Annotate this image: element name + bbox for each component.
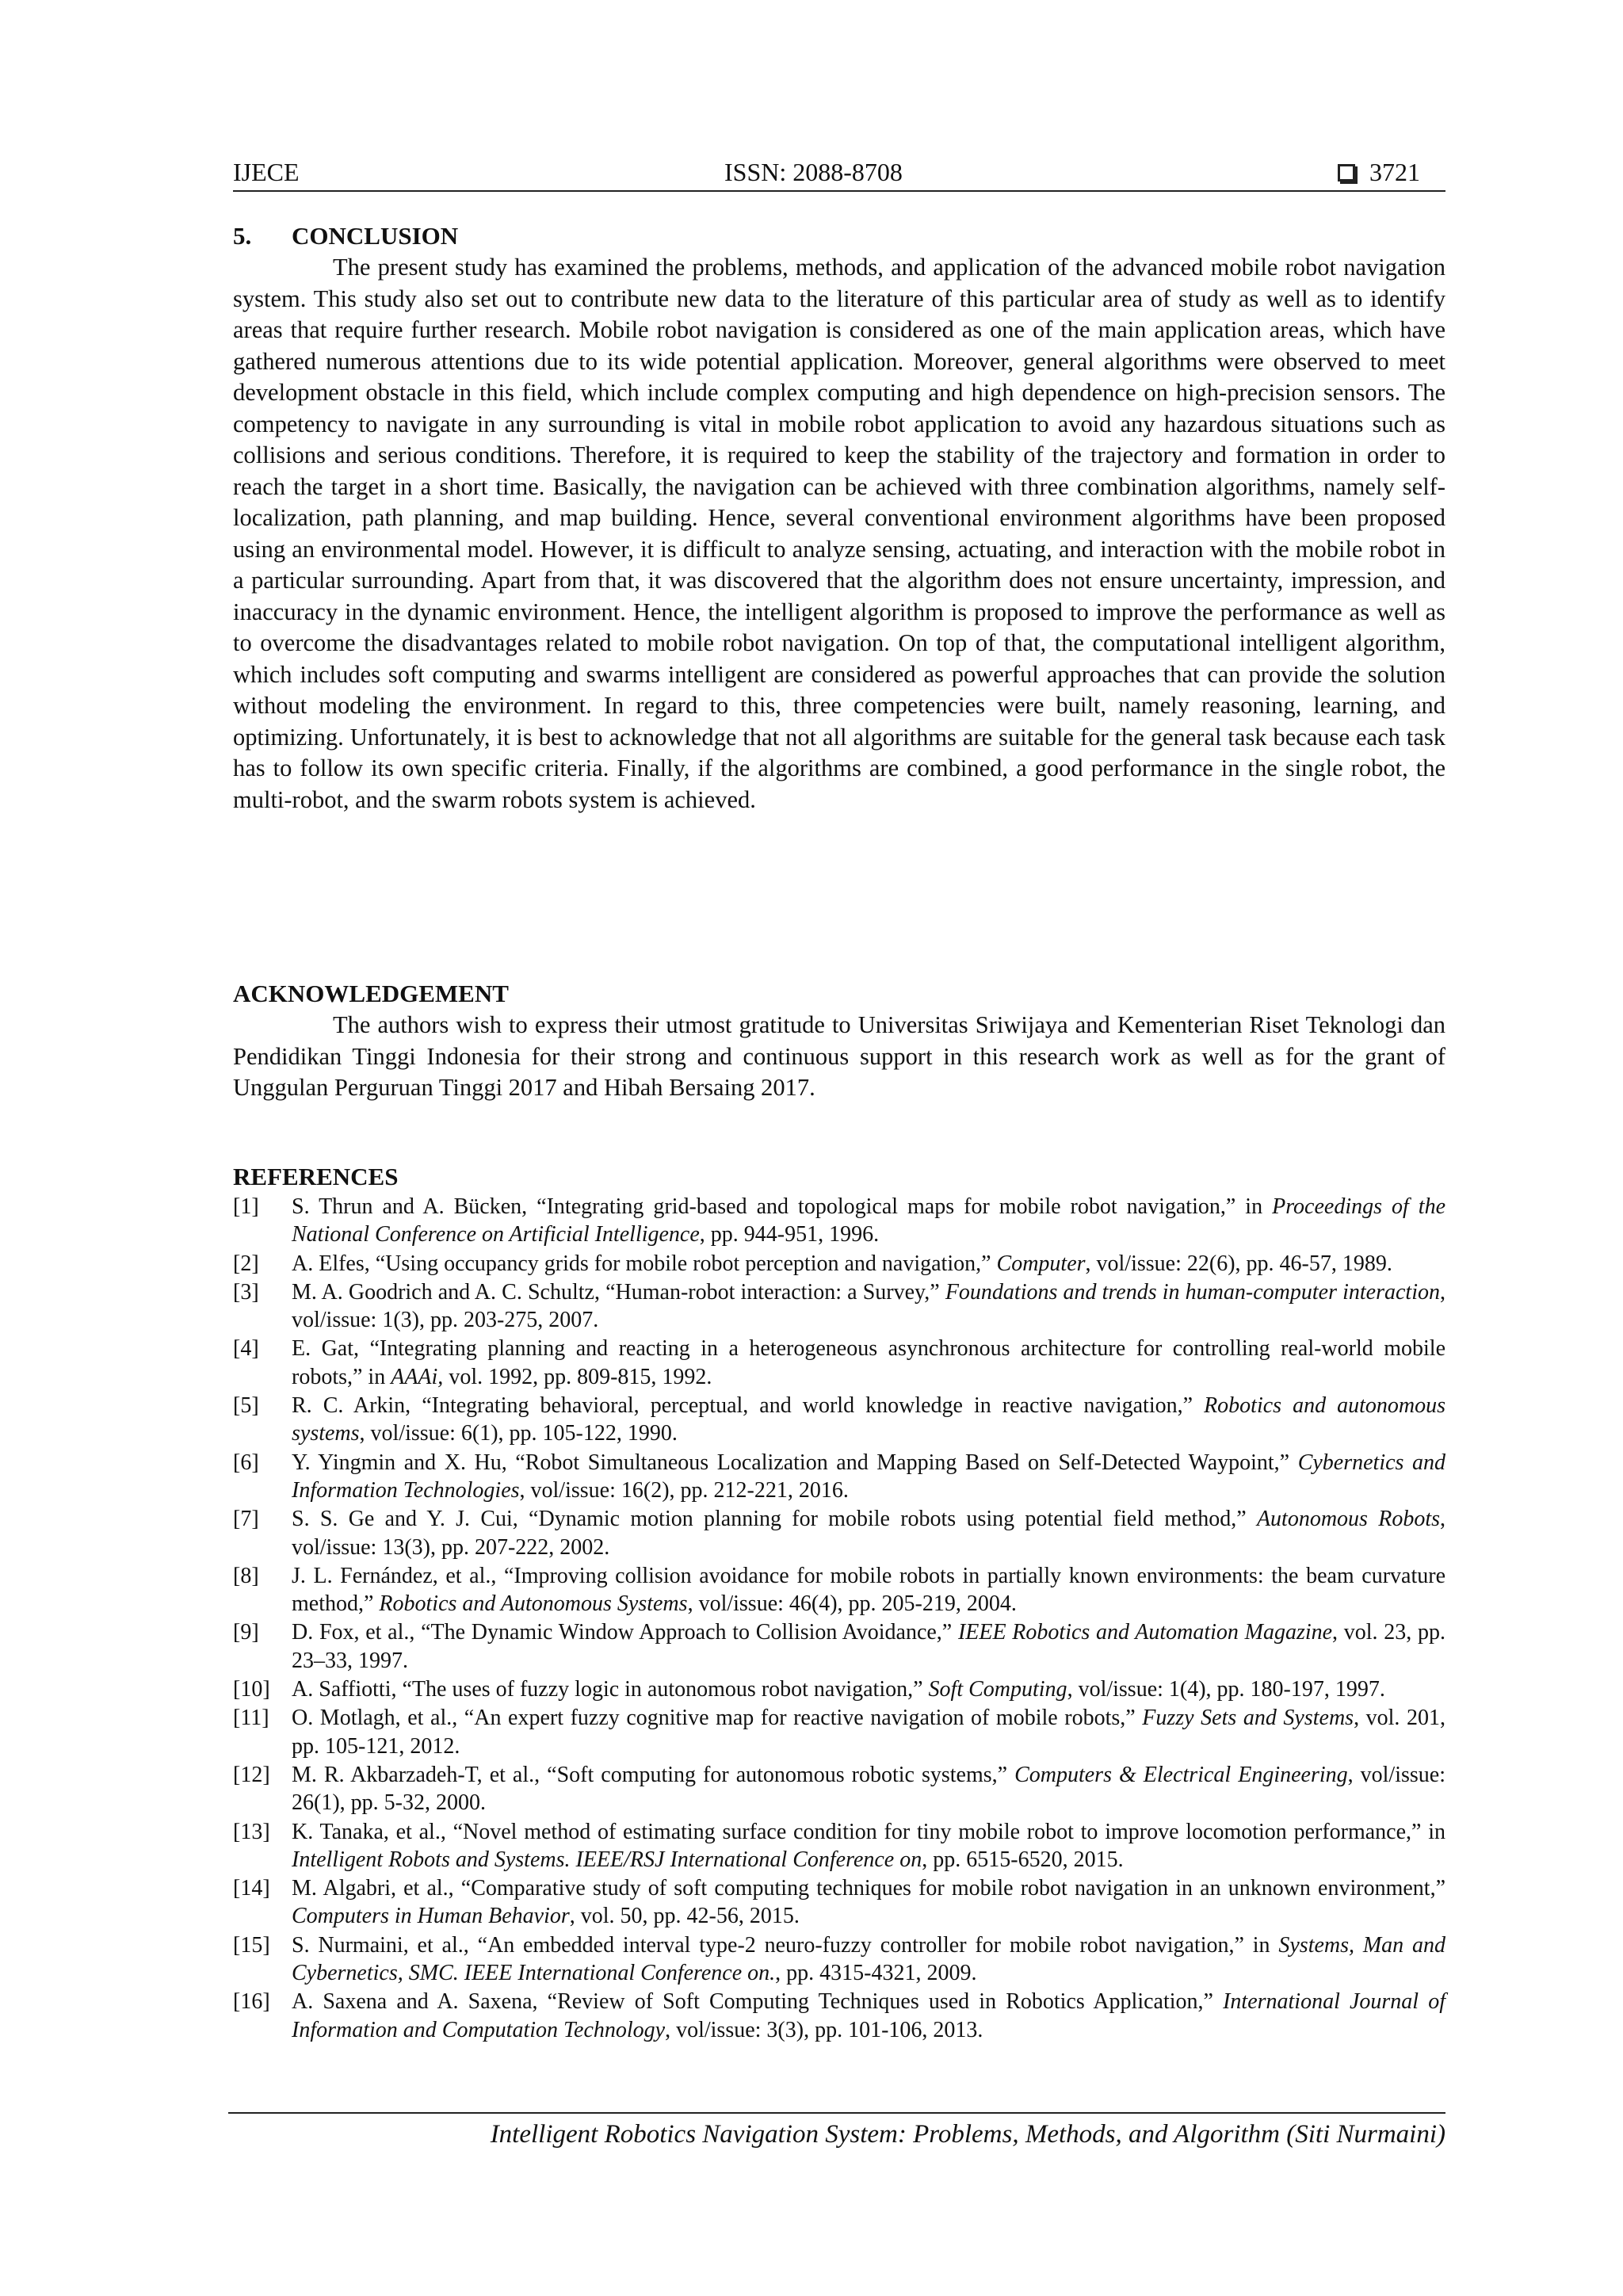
reference-item (233, 1618, 1445, 1675)
reference-text: A. Elfes, “Using occupancy grids for mobile robot perception and navigation,” (292, 1251, 997, 1276)
reference-details: , vol/issue: 22(6), pp. 46-57, 1989. (1085, 1251, 1392, 1276)
conclusion-section (233, 220, 1445, 816)
reference-details: , vol/issue: 16(2), pp. 212-221, 2016. (519, 1477, 849, 1503)
reference-details: , pp. 944-951, 1996. (699, 1222, 880, 1247)
reference-details: , vol/issue: 26(1), pp. 5-32, 2000. (292, 1762, 1445, 1816)
reference-source: Cybernetics and Information Technologies (292, 1450, 1445, 1503)
reference-number: [14] (233, 1876, 270, 1901)
reference-text: M. R. Akbarzadeh-T, et al., “Soft computing for autonomous robotic systems,” (292, 1762, 1015, 1787)
reference-details: , vol/issue: 3(3), pp. 101-106, 2013. (665, 2017, 983, 2042)
reference-number: [9] (233, 1620, 259, 1645)
section-title: CONCLUSION (292, 222, 459, 250)
reference-details: , vol. 201, pp. 105-121, 2012. (292, 1706, 1445, 1759)
reference-text: E. Gat, “Integrating planning and reacting in a heterogeneous asynchronous architecture for controlling real-world mobile robots,” in (292, 1336, 1445, 1389)
reference-item (233, 1818, 1445, 1874)
section-number: 5. (233, 222, 252, 250)
reference-list (233, 1193, 1445, 2044)
page-number-box (1338, 154, 1420, 190)
issn: ISSN: 2088-8708 (724, 158, 903, 186)
reference-details: , pp. 4315-4321, 2009. (775, 1961, 977, 1986)
reference-text: Y. Yingmin and X. Hu, “Robot Simultaneous Localization and Mapping Based on Self-Detected Waypoint,” (292, 1450, 1298, 1475)
reference-number: [7] (233, 1507, 259, 1532)
reference-item (233, 1250, 1445, 1278)
reference-text: S. Nurmaini, et al., “An embedded interval type-2 neuro-fuzzy controller for mobile robot navigation,” in (292, 1932, 1279, 1958)
footer-title: Intelligent Robotics Navigation System: Problems, Methods, and Algorithm (Siti Nurmaini) (490, 2120, 1445, 2149)
reference-source: Robotics and autonomous systems (292, 1393, 1445, 1446)
reference-number: [4] (233, 1336, 259, 1362)
reference-number: [10] (233, 1677, 270, 1702)
reference-number: [12] (233, 1762, 270, 1787)
reference-number: [5] (233, 1393, 259, 1419)
reference-details: , vol. 50, pp. 42-56, 2015. (569, 1904, 800, 1929)
reference-source: IEEE Robotics and Automation Magazine (957, 1620, 1333, 1645)
reference-number: [16] (233, 1989, 270, 2015)
reference-item (233, 1761, 1445, 1817)
reference-text: R. C. Arkin, “Integrating behavioral, perceptual, and world knowledge in reactive navigation,” (292, 1393, 1205, 1419)
reference-number: [3] (233, 1279, 259, 1305)
reference-text: M. A. Goodrich and A. C. Schultz, “Human-robot interaction: a Survey,” (292, 1279, 945, 1305)
reference-text: A. Saffiotti, “The uses of fuzzy logic in autonomous robot navigation,” (292, 1677, 929, 1702)
reference-text: D. Fox, et al., “The Dynamic Window Approach to Collision Avoidance,” (292, 1620, 958, 1645)
page-number: 3721 (1369, 158, 1420, 186)
reference-source: Computer (996, 1251, 1086, 1276)
reference-text: J. L. Fernández, et al., “Improving collision avoidance for mobile robots in partially known environments: the beam curvature method,” (292, 1563, 1445, 1617)
reference-source: Robotics and Autonomous Systems (379, 1591, 688, 1617)
page-footer (228, 2112, 1445, 2152)
reference-source: Systems, Man and Cybernetics, SMC. IEEE International Conference on. (292, 1932, 1445, 1986)
reference-number: [13] (233, 1819, 270, 1844)
reference-number: [2] (233, 1251, 259, 1276)
section-heading: REFERENCES (233, 1163, 399, 1190)
reference-details: , vol/issue: 13(3), pp. 207-222, 2002. (292, 1507, 1445, 1560)
reference-source: Soft Computing (928, 1677, 1067, 1702)
reference-details: , vol/issue: 1(3), pp. 203-275, 2007. (292, 1279, 1445, 1333)
reference-item (233, 1704, 1445, 1760)
acknowledgement-section (233, 978, 1445, 1104)
acknowledgement-paragraph: The authors wish to express their utmost gratitude to Universitas Sriwijaya and Kementerian Riset Teknologi dan Pendidikan Tinggi Indonesia for their strong and continuous support in this research work as well as for the grant of Unggulan Perguruan Tinggi 2017 and Hibah Bersaing 2017. (233, 1011, 1445, 1101)
reference-item (233, 1675, 1445, 1703)
reference-details: , vol. 23, pp. 23–33, 1997. (292, 1620, 1445, 1673)
section-heading: ACKNOWLEDGEMENT (233, 980, 509, 1007)
reference-text: K. Tanaka, et al., “Novel method of estimating surface condition for tiny mobile robot to improve locomotion performance,” in (292, 1819, 1445, 1844)
square-box-icon (1338, 164, 1355, 181)
reference-details: , vol/issue: 6(1), pp. 105-122, 1990. (359, 1421, 678, 1446)
page-header (233, 154, 1445, 192)
reference-item (233, 1392, 1445, 1448)
journal-name: IJECE (233, 158, 300, 186)
reference-source: Proceedings of the National Conference on Artificial Intelligence (292, 1194, 1446, 1247)
reference-item (233, 1505, 1445, 1561)
reference-text: S. S. Ge and Y. J. Cui, “Dynamic motion planning for mobile robots using potential field method,” (292, 1507, 1257, 1532)
reference-number: [15] (233, 1932, 270, 1958)
reference-number: [6] (233, 1450, 259, 1475)
reference-details: , pp. 6515-6520, 2015. (922, 1847, 1124, 1872)
reference-item (233, 1874, 1445, 1931)
reference-number: [11] (233, 1706, 269, 1731)
reference-source: AAAi, (391, 1364, 444, 1389)
reference-details: vol. 1992, pp. 809-815, 1992. (443, 1364, 712, 1389)
section-heading (233, 220, 1445, 252)
reference-item (233, 1193, 1445, 1249)
reference-item (233, 1988, 1445, 2044)
reference-item (233, 1931, 1445, 1988)
reference-text: S. Thrun and A. Bücken, “Integrating grid-based and topological maps for mobile robot navigation,” in (292, 1194, 1273, 1219)
reference-details: , vol/issue: 1(4), pp. 180-197, 1997. (1067, 1677, 1385, 1702)
reference-text: M. Algabri, et al., “Comparative study of soft computing techniques for mobile robot navigation in an unknown environment,” (292, 1876, 1445, 1901)
reference-text: A. Saxena and A. Saxena, “Review of Soft Computing Techniques used in Robotics Application,” (292, 1989, 1224, 2015)
reference-source: Computers in Human Behavior (292, 1904, 570, 1929)
reference-source: Intelligent Robots and Systems. IEEE/RSJ International Conference on (292, 1847, 922, 1872)
reference-source: International Journal of Information and Computation Technology (292, 1989, 1445, 2042)
reference-text: O. Motlagh, et al., “An expert fuzzy cognitive map for reactive navigation of mobile robots,” (292, 1706, 1143, 1731)
reference-number: [1] (233, 1194, 259, 1219)
reference-source: Fuzzy Sets and Systems (1142, 1706, 1354, 1731)
reference-number: [8] (233, 1563, 259, 1588)
reference-source: Autonomous Robots (1256, 1507, 1440, 1532)
reference-source: Foundations and trends in human-computer interaction (945, 1279, 1440, 1305)
reference-item (233, 1278, 1445, 1335)
reference-item (233, 1449, 1445, 1505)
reference-item (233, 1335, 1445, 1391)
references-section (233, 1161, 1445, 2045)
reference-item (233, 1562, 1445, 1618)
conclusion-paragraph: The present study has examined the problems, methods, and application of the advanced mobile robot navigation system. This study also set out to contribute new data to the literature of this particular area of study as well as to identify areas that require further research. Mobile robot navigation is considered as one of the main application areas, which have gathered numerous attentions due to its wide potential application. Moreover, general algorithms were observed to meet development obstacle in this field, which include complex computing and high dependence on high-precision sensors. The competency to navigate in any surrounding is vital in mobile robot application to avoid any hazardous situations such as collisions and serious conditions. Therefore, it is required to keep the stability of the trajectory and formation in order to reach the target in a short time. Basically, the navigation can be achieved with three combination algorithms, namely self-localization, path planning, and map building. Hence, several conventional environment algorithms have been proposed using an environmental model. However, it is difficult to analyze sensing, actuating, and interaction with the mobile robot in a particular surrounding. Apart from that, it was discovered that the algorithm does not ensure uncertainty, impression, and inaccuracy in the dynamic environment. Hence, the intelligent algorithm is proposed to improve the performance as well as to overcome the disadvantages related to mobile robot navigation. On top of that, the computational intelligent algorithm, which includes soft computing and swarms intelligent are considered as powerful approaches that can provide the solution without modeling the environment. In regard to this, three competencies were built, namely reasoning, learning, and optimizing. Unfortunately, it is best to acknowledge that not all algorithms are suitable for the general task because each task has to follow its own specific criteria. Finally, if the algorithms are combined, a good performance in the single robot, the multi-robot, and the swarm robots system is achieved. (233, 254, 1445, 813)
reference-details: , vol/issue: 46(4), pp. 205-219, 2004. (687, 1591, 1017, 1617)
reference-source: Computers & Electrical Engineering (1014, 1762, 1348, 1787)
